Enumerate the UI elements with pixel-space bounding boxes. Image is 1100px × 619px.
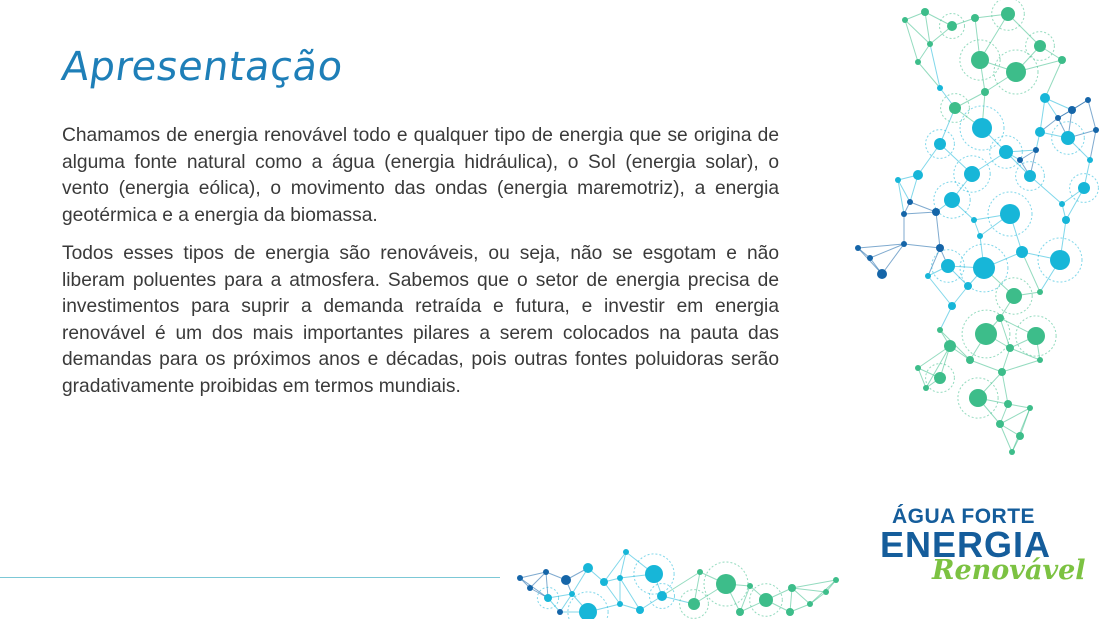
network-node: [600, 578, 608, 586]
network-edge: [1012, 408, 1030, 452]
network-node: [925, 273, 931, 279]
network-edge: [1002, 360, 1040, 372]
network-node: [1085, 97, 1091, 103]
network-edge: [530, 572, 546, 588]
network-edge: [792, 588, 826, 592]
network-node: [999, 145, 1013, 159]
network-node: [923, 385, 929, 391]
network-node: [937, 327, 943, 333]
network-node: [972, 118, 992, 138]
network-node: [947, 21, 957, 31]
network-node: [1027, 327, 1045, 345]
logo-line-3: Renovável: [932, 555, 1086, 586]
network-node: [936, 244, 944, 252]
network-node: [1061, 131, 1075, 145]
network-node: [971, 217, 977, 223]
network-node: [975, 323, 997, 345]
network-node: [937, 85, 943, 91]
network-node: [915, 365, 921, 371]
network-node: [948, 302, 956, 310]
network-node: [569, 591, 575, 597]
network-edge: [858, 244, 904, 248]
network-node: [901, 211, 907, 217]
network-node: [1050, 250, 1070, 270]
network-node: [964, 282, 972, 290]
network-node: [921, 8, 929, 16]
network-node: [973, 257, 995, 279]
network-edge: [1002, 372, 1008, 404]
network-edge: [1022, 252, 1040, 292]
network-node: [913, 170, 923, 180]
network-node: [927, 41, 933, 47]
network-node: [932, 208, 940, 216]
paragraph-1: Chamamos de energia renovável todo e qualquer tipo de energia que se origina de alguma fonte natural como a água (energia hidráulica), o Sol (energia solar), o vento (energia eólica), o movimento das ondas (energia maremotriz), a energia geotérmica e a energia da biomassa.: [62, 125, 779, 226]
network-node: [543, 569, 549, 575]
network-node: [966, 356, 974, 364]
network-node: [786, 608, 794, 616]
network-node: [1062, 216, 1070, 224]
network-edge: [1000, 424, 1012, 452]
network-node: [1037, 289, 1043, 295]
network-node: [971, 51, 989, 69]
network-node: [964, 166, 980, 182]
network-node: [657, 591, 667, 601]
network-node: [1068, 106, 1076, 114]
network-node: [1093, 127, 1099, 133]
network-node: [1006, 62, 1026, 82]
network-node: [747, 583, 753, 589]
network-edge: [1010, 348, 1040, 360]
network-node: [1006, 288, 1022, 304]
network-node: [557, 609, 563, 615]
network-node: [1027, 405, 1033, 411]
network-node: [949, 102, 961, 114]
network-node: [977, 233, 983, 239]
network-node: [833, 577, 839, 583]
network-node: [901, 241, 907, 247]
network-node: [934, 138, 946, 150]
network-node: [617, 601, 623, 607]
network-edge: [928, 248, 940, 276]
network-node: [527, 585, 533, 591]
network-node: [736, 608, 744, 616]
network-edge: [904, 244, 940, 248]
network-node: [1035, 127, 1045, 137]
network-node: [1004, 400, 1012, 408]
network-node: [697, 569, 703, 575]
network-node: [807, 601, 813, 607]
network-node: [1034, 40, 1046, 52]
logo-line-2: ENERGIA: [880, 524, 1052, 565]
network-node: [915, 59, 921, 65]
network-node: [1017, 157, 1023, 163]
network-node: [902, 17, 908, 23]
network-node: [1024, 170, 1036, 182]
network-node: [583, 563, 593, 573]
network-node: [877, 269, 887, 279]
network-edge: [1040, 98, 1045, 132]
network-node: [716, 574, 736, 594]
network-node: [944, 192, 960, 208]
network-edge: [1045, 60, 1062, 98]
network-edge: [604, 582, 620, 604]
network-node: [636, 606, 644, 614]
network-node: [981, 88, 989, 96]
network-node: [645, 565, 663, 583]
network-node: [996, 420, 1004, 428]
network-edge: [904, 212, 936, 214]
network-edge: [936, 212, 940, 248]
network-node: [1055, 115, 1061, 121]
network-node: [998, 368, 1006, 376]
network-node: [517, 575, 523, 581]
network-node: [1087, 157, 1093, 163]
network-node: [688, 598, 700, 610]
network-edge: [792, 580, 836, 588]
network-node: [1037, 357, 1043, 363]
network-edge: [918, 44, 930, 62]
network-node: [971, 14, 979, 22]
network-node: [759, 593, 773, 607]
slide-title: Apresentação: [58, 44, 347, 90]
network-node: [1058, 56, 1066, 64]
network-node: [934, 372, 946, 384]
network-edge: [1090, 130, 1096, 160]
network-node: [561, 575, 571, 585]
network-node: [941, 259, 955, 273]
network-node: [1016, 246, 1028, 258]
network-node: [944, 340, 956, 352]
network-node: [996, 314, 1004, 322]
network-node: [617, 575, 623, 581]
network-edge: [910, 202, 936, 212]
brand-logo: [880, 505, 1086, 586]
network-node: [855, 245, 861, 251]
network-edge: [520, 572, 546, 578]
network-edge: [925, 12, 930, 44]
network-node: [623, 549, 629, 555]
network-edge: [662, 572, 700, 596]
paragraph-2: Todos esses tipos de energia são renováveis, ou seja, não se esgotam e não liberam poluentes para a atmosfera. Sabemos que o setor de energia precisa de investimentos para suprir a demanda retraída e futura, e investir em energia renovável é um dos mais importantes pilares a serem colocados na pauta das demandas para os próximos anos e décadas, pois outras fontes poluidoras serão gradativamente proibidas em termos mundiais.: [62, 243, 779, 397]
logo-line-1: ÁGUA FORTE: [892, 505, 1036, 528]
network-node: [544, 594, 552, 602]
network-node: [969, 389, 987, 407]
network-edge: [940, 306, 952, 330]
network-node: [907, 199, 913, 205]
network-edge: [970, 360, 1002, 372]
network-node: [1040, 93, 1050, 103]
network-node: [1009, 449, 1015, 455]
network-node: [867, 255, 873, 261]
network-node: [1033, 147, 1039, 153]
network-node: [823, 589, 829, 595]
network-node: [1059, 201, 1065, 207]
network-node: [1001, 7, 1015, 21]
network-node: [1016, 432, 1024, 440]
network-node: [788, 584, 796, 592]
network-node: [1078, 182, 1090, 194]
network-edge: [1088, 100, 1096, 130]
network-node: [1006, 344, 1014, 352]
network-node: [1000, 204, 1020, 224]
network-node: [895, 177, 901, 183]
